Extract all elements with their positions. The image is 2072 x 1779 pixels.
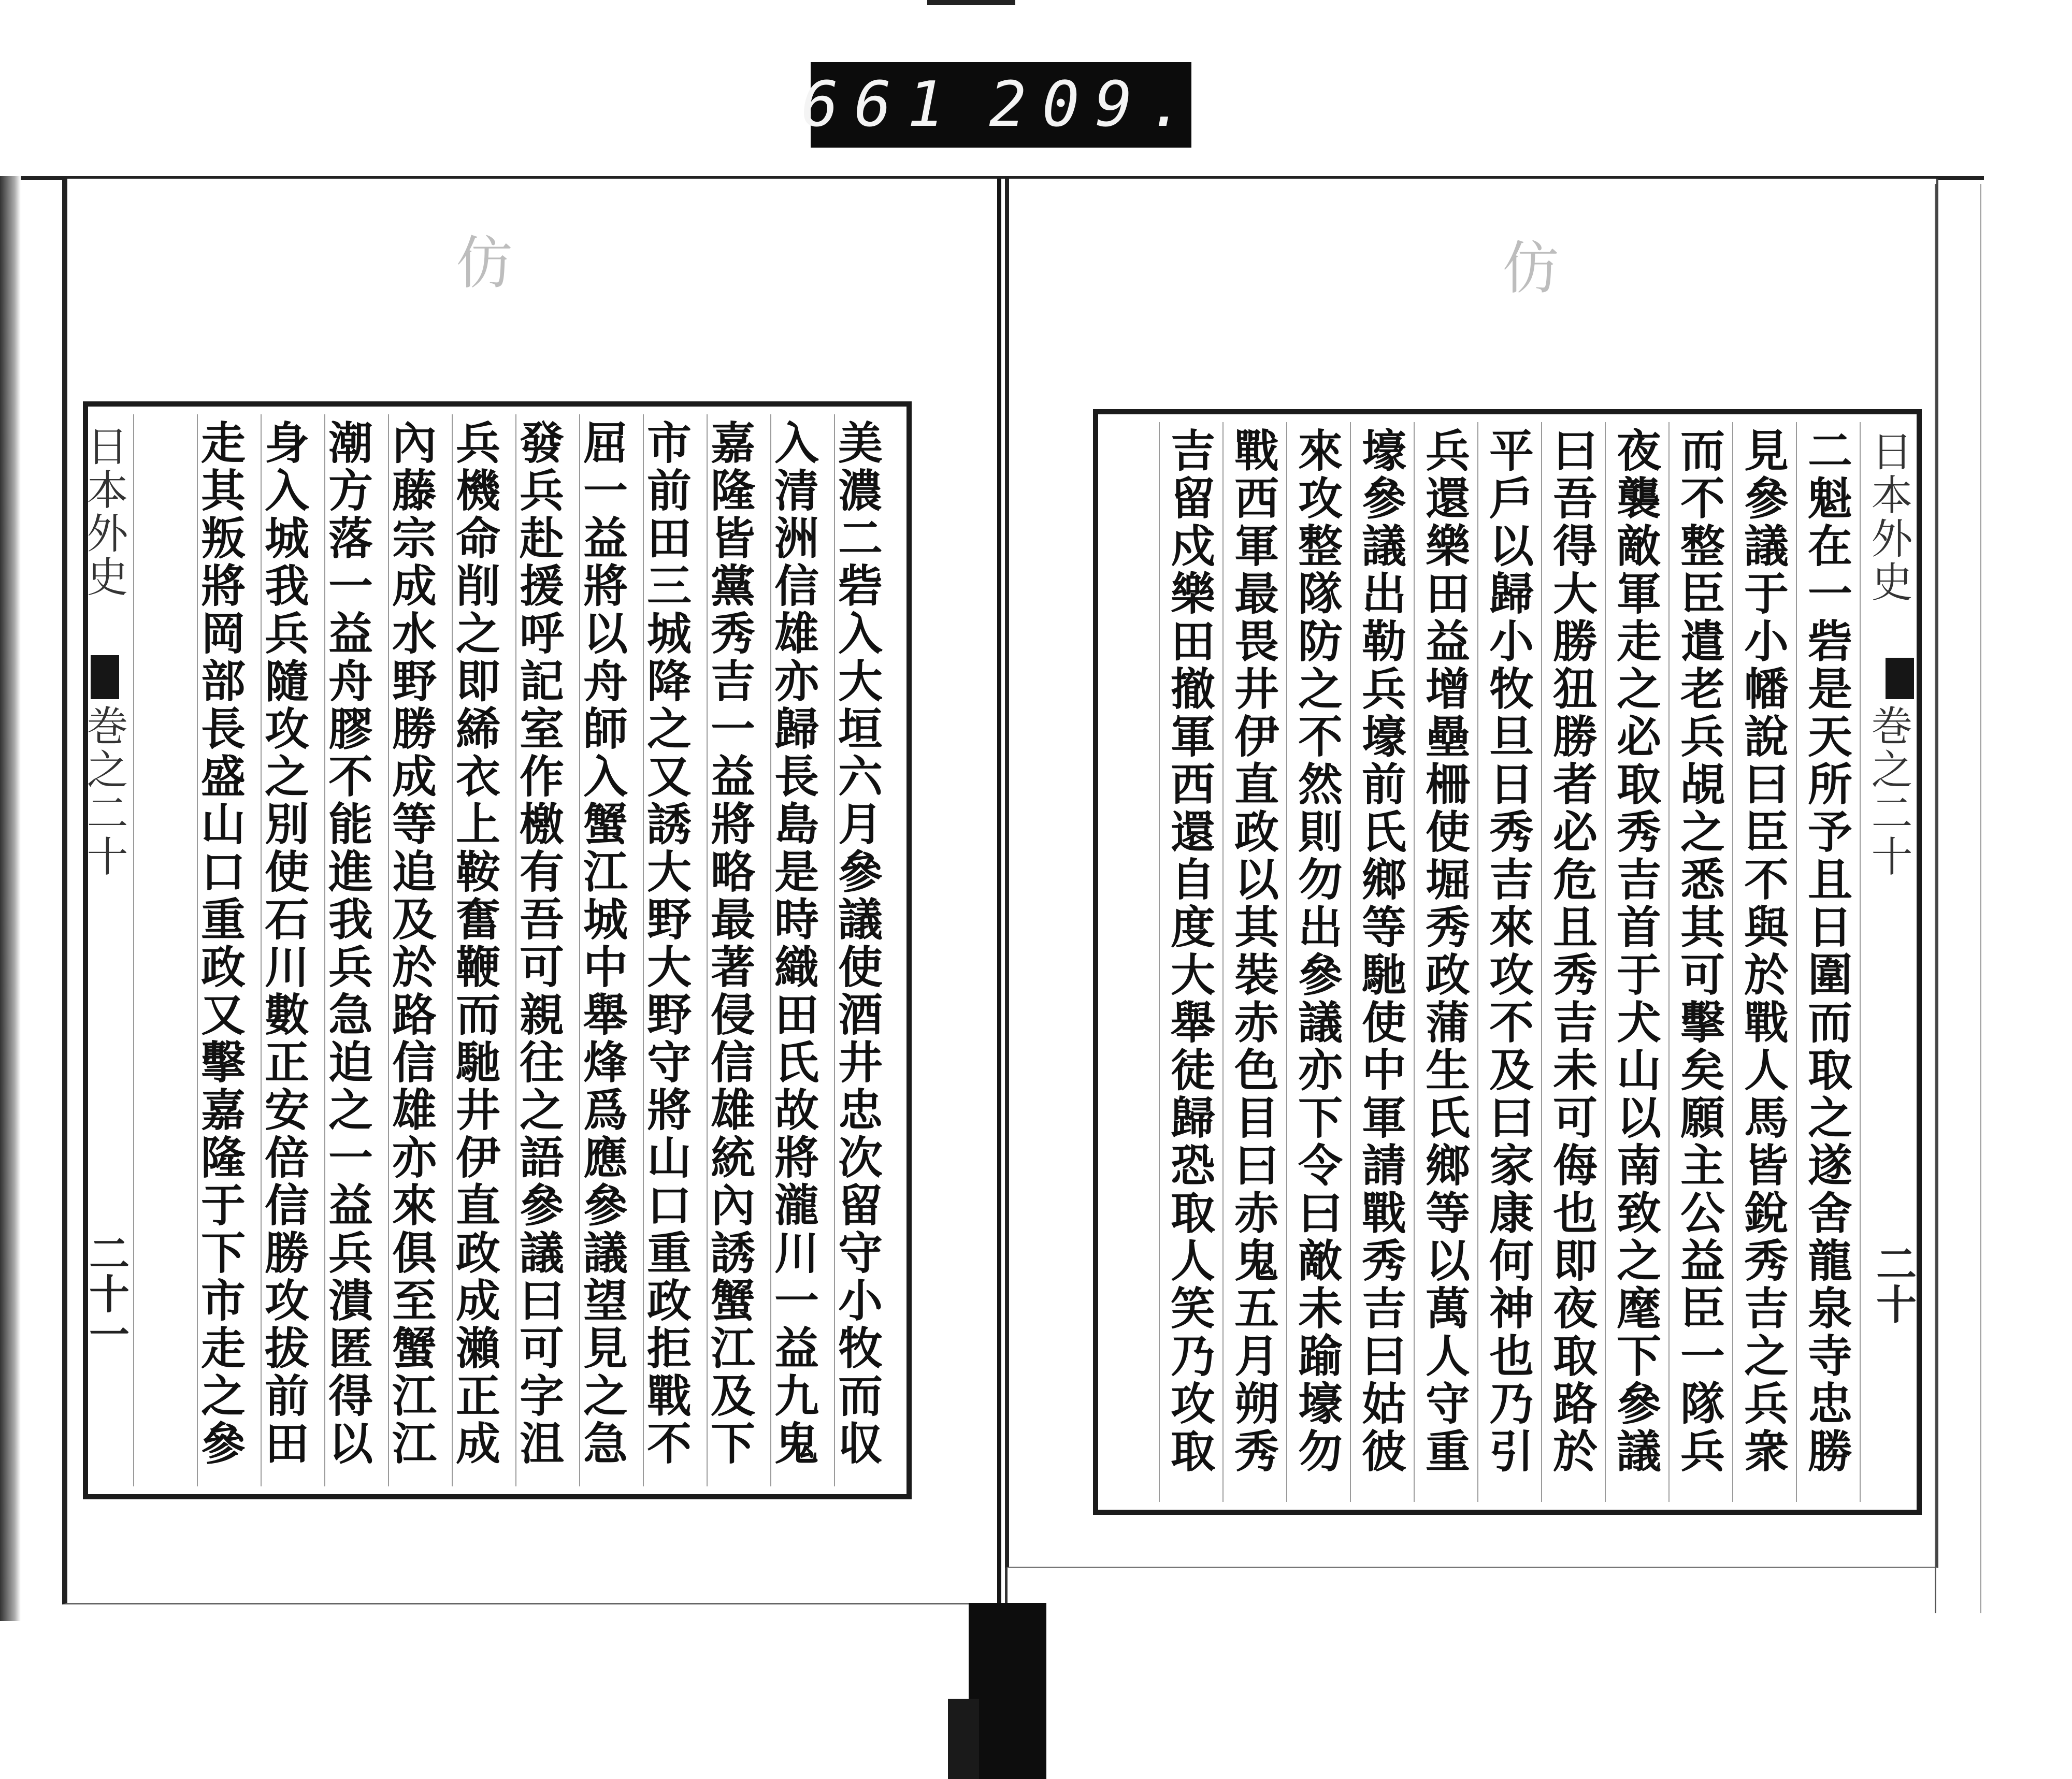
right-text-column-3: 而不整臣遣老兵覘之悉其可擊矣願主公益臣一隊兵: [1673, 427, 1725, 1476]
left-text-column-11: 走其叛將岡部長盛山口重政又擊嘉隆于下市走之參: [193, 420, 246, 1468]
column-rule: [1477, 422, 1478, 1502]
right-text-column-9: 來攻整隊防之不然則勿出參議亦下令曰敵未踰壕勿: [1290, 427, 1343, 1476]
column-rule: [1860, 422, 1861, 1502]
catalog-number-left: 661: [801, 69, 960, 141]
left-text-column-6: 發兵赴援呼記室作檄有吾可親往之語參議曰可字沮: [512, 420, 564, 1468]
left-text-column-5: 屈一益將以舟師入蟹江城中舉烽爲應參議望見之急: [575, 420, 628, 1468]
right-text-column-11: 吉留戍樂田撤軍西還自度大舉徒歸恐取人笑乃攻取: [1163, 427, 1215, 1476]
left-header-block: [91, 655, 119, 699]
column-rule: [1222, 422, 1224, 1502]
binding-line: [997, 179, 1001, 1608]
scan-left-edge: [0, 176, 21, 1621]
column-rule: [1605, 422, 1606, 1502]
column-rule: [1159, 422, 1160, 1502]
right-header-title: 日本外史: [1864, 430, 1912, 604]
right-volume-title: 巻之二十: [1864, 704, 1912, 878]
left-text-column-9: 潮方落一益舟膠不能進我兵急迫之一益兵潰匿得以: [321, 420, 373, 1468]
right-text-column-10: 戰西軍最畏井伊直政以其裝赤色目曰赤鬼五月朔秀: [1227, 427, 1279, 1476]
right-text-column-2: 見參議于小幡說曰臣不與於戰人馬皆銳秀吉之兵衆: [1736, 427, 1789, 1476]
left-volume-title: 巻之二十: [80, 704, 128, 878]
right-page-folio: 二十: [1869, 1243, 1917, 1324]
left-page-folio: 二十一: [82, 1233, 130, 1354]
column-rule: [1350, 422, 1351, 1502]
left-text-column-10: 身入城我兵隨攻之別使石川數正安倍信勝攻拔前田: [257, 420, 309, 1468]
left-header-title: 日本外史: [80, 425, 128, 599]
right-text-column-8: 壕參議出勒兵壕前氏鄉等馳使中軍請戰秀吉曰姑彼: [1354, 427, 1406, 1476]
scan-top-stub: [927, 0, 1015, 5]
column-rule: [133, 414, 134, 1486]
gutter-shadow-step: [948, 1699, 979, 1779]
left-text-column-4: 市前田三城降之又誘大野大野守將山口重政拒戰不: [639, 420, 692, 1468]
left-text-column-1: 美濃二砦入大垣六月參議使酒井忠次留守小牧而収: [830, 420, 883, 1468]
column-rule: [1732, 422, 1733, 1502]
catalog-label: [801, 62, 1201, 148]
left-text-column-8: 內藤宗成水野勝成等追及於路信雄亦來俱至蟹江江: [384, 420, 437, 1468]
left-text-column-7: 兵機命削之即絺衣上鞍奮鞭而馳井伊直政成瀨正成: [448, 420, 500, 1468]
right-text-column-1: 二魁在一砦是天所予且日圍而取之遂舍龍泉寺忠勝: [1800, 427, 1852, 1476]
left-page-header: [80, 425, 128, 599]
column-rule: [1541, 422, 1542, 1502]
right-text-column-5: 曰吾得大勝狃勝者必危且秀吉未可侮也即夜取路於: [1545, 427, 1598, 1476]
gutter-shadow: [969, 1603, 1046, 1779]
bleed-mark-right: 仿: [1502, 235, 1559, 301]
left-text-column-3: 嘉隆皆黨秀吉一益將略最著侵信雄統內誘蟹江及下: [703, 420, 755, 1468]
right-page-volume: [1864, 704, 1912, 878]
left-page-volume: [80, 704, 128, 878]
column-rule: [1414, 422, 1415, 1502]
right-header-block: [1886, 658, 1914, 699]
right-text-column-6: 平戶以歸小牧旦日秀吉來攻不及曰家康何神也乃引: [1481, 427, 1534, 1476]
catalog-number-right: 209.: [989, 69, 1201, 141]
left-text-column-2: 入清洲信雄亦歸長島是時織田氏故將瀧川一益九鬼: [767, 420, 819, 1468]
right-page-header: [1864, 430, 1912, 604]
bleed-mark-left: 仿: [456, 230, 513, 296]
column-rule: [1668, 422, 1670, 1502]
right-text-column-4: 夜襲敵軍走之必取秀吉首于犬山以南致之麾下參議: [1609, 427, 1661, 1476]
right-edge-strip: [1935, 184, 1981, 1613]
right-text-column-7: 兵還樂田益增壘柵使堀秀政蒲生氏鄉等以萬人守重: [1418, 427, 1470, 1476]
column-rule: [1796, 422, 1797, 1502]
column-rule: [1286, 422, 1287, 1502]
